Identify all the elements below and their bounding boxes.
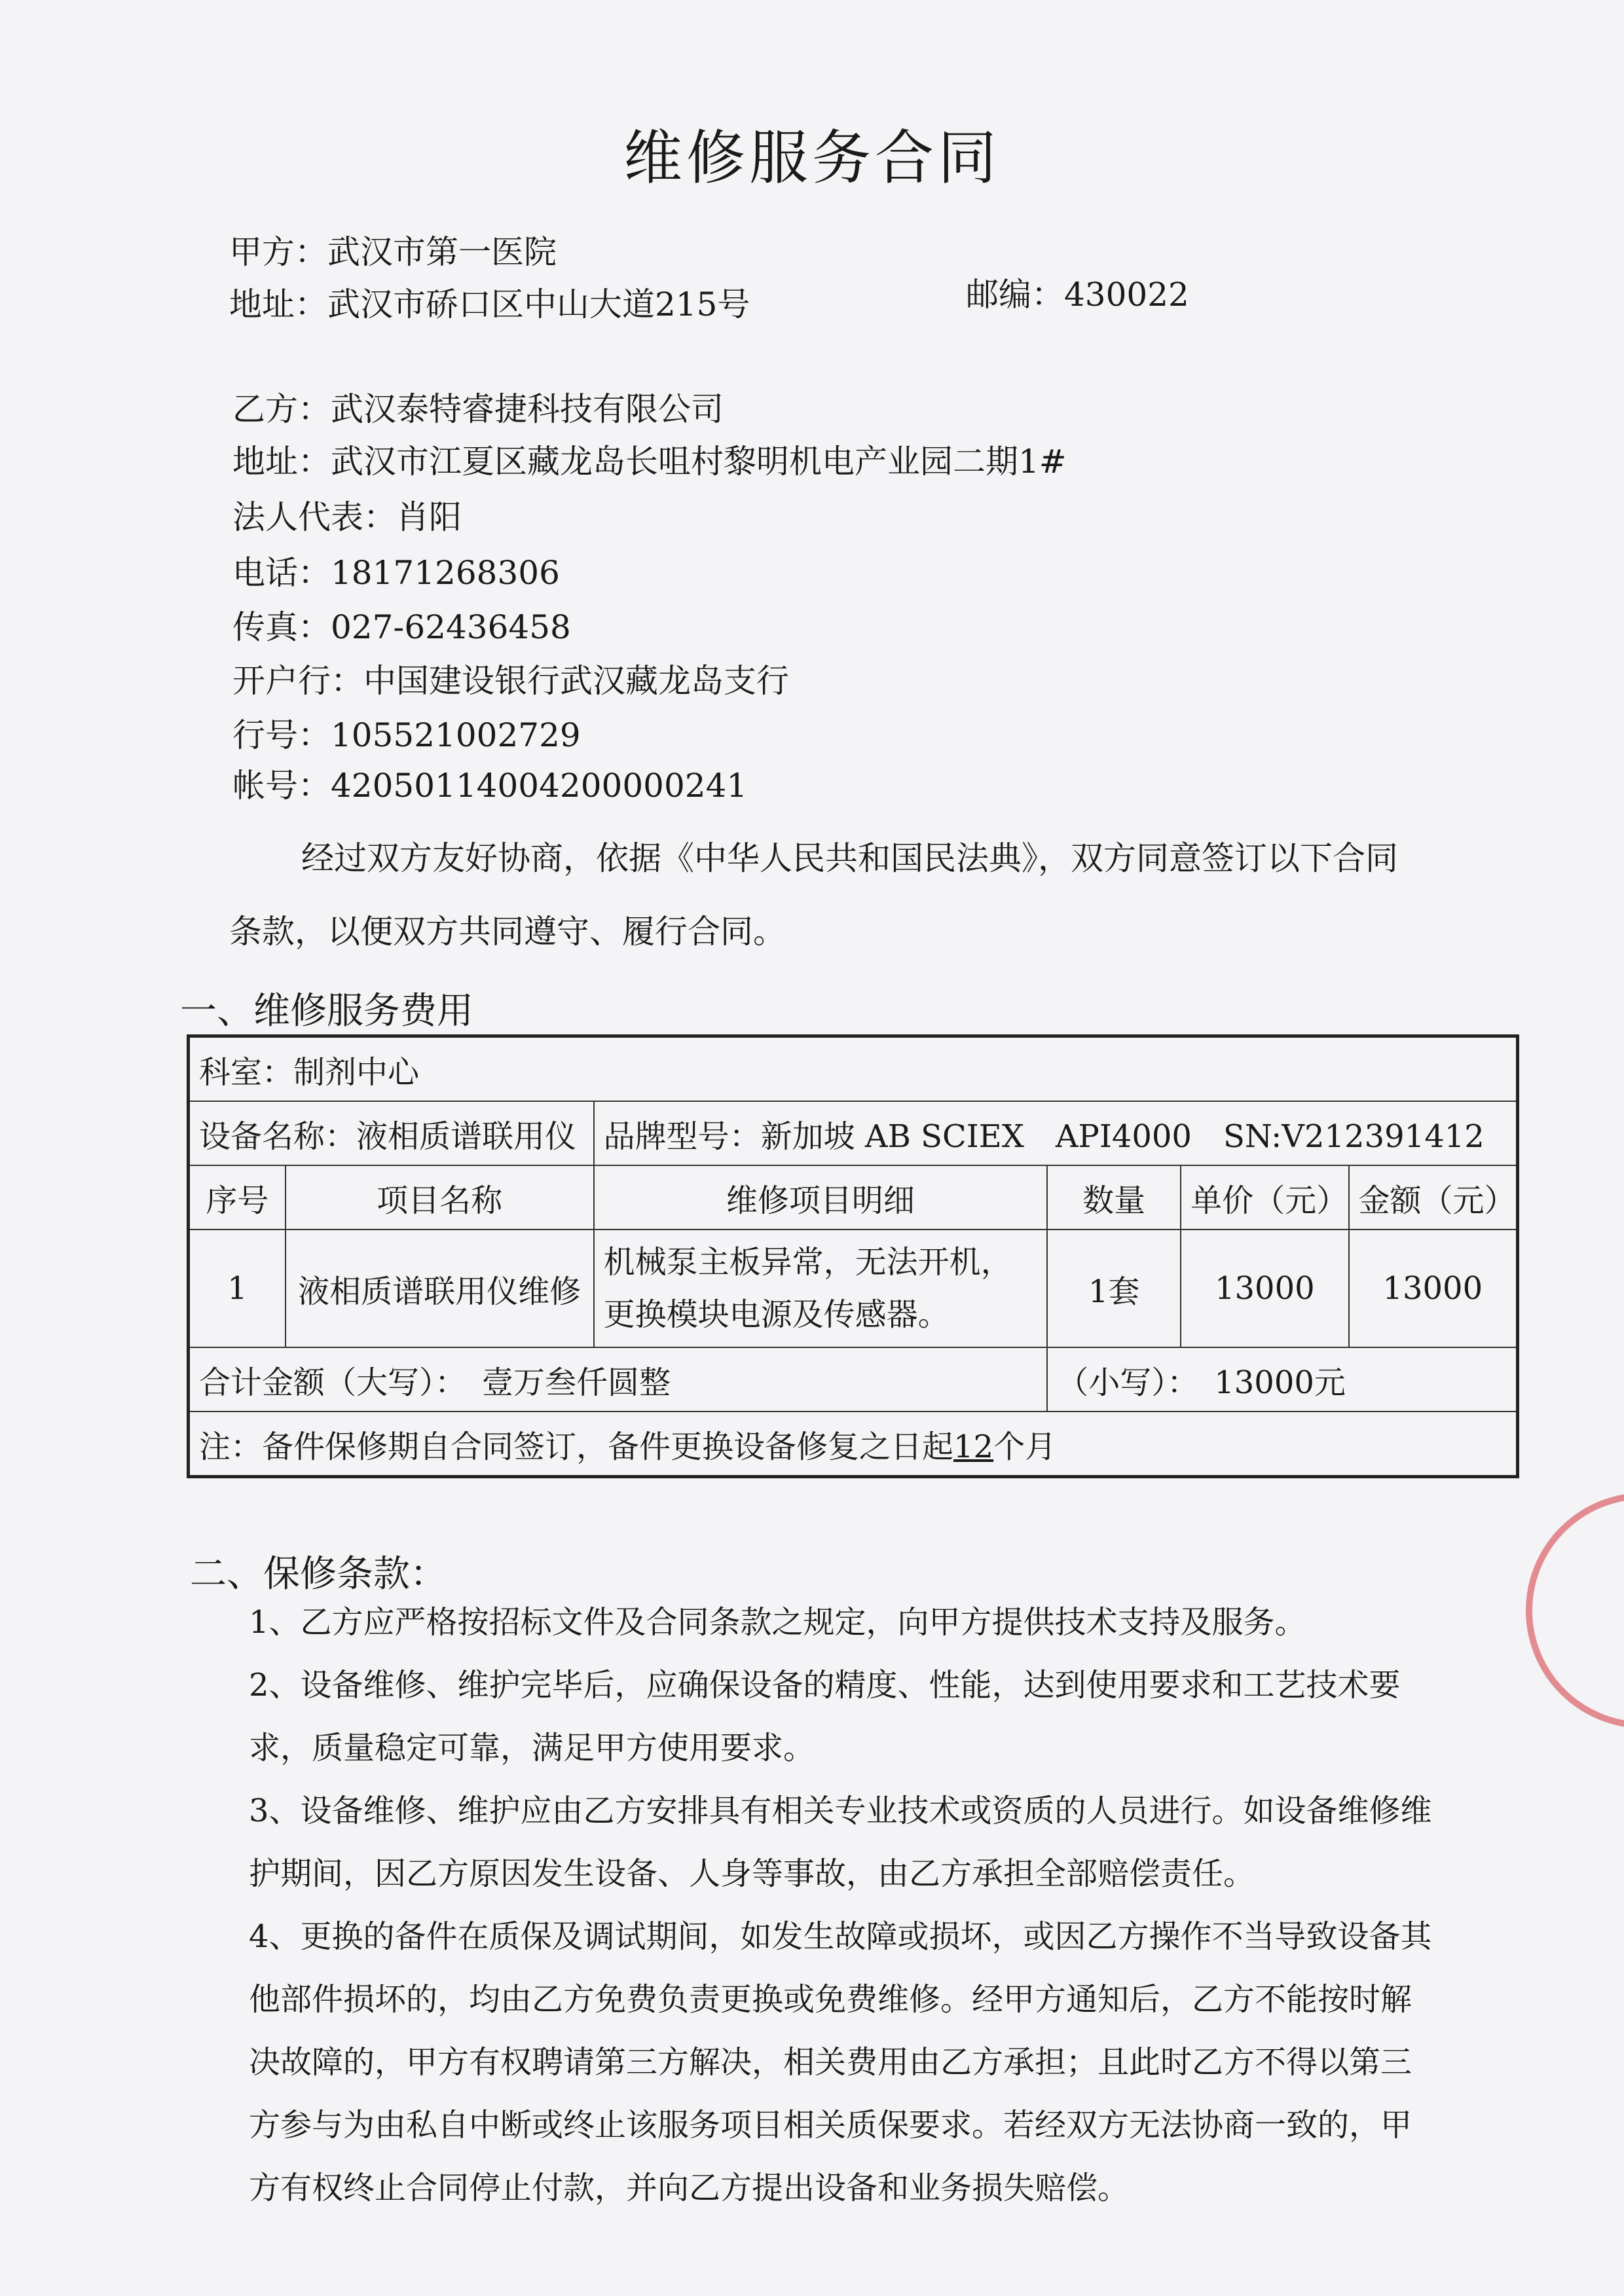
term-3: 3、设备维修、维护应由乙方安排具有相关专业技术或资质的人员进行。如设备维修维护期间，因乙方原因发生设备、人身等事故，由乙方承担全部赔偿责任。: [249, 1793, 1432, 1892]
brand-model-cell: 品牌型号：新加坡 AB SCIEX API4000 SN:V212391412: [594, 1101, 1518, 1165]
section-2-title: 二、保修条款：: [190, 1553, 447, 1595]
party-a-postcode: 邮编：430022: [966, 276, 1189, 314]
header-item: 项目名称: [286, 1165, 594, 1230]
warranty-terms: [249, 1591, 1441, 2219]
header-detail: 维修项目明细: [594, 1165, 1048, 1230]
table-header-row: [189, 1165, 1518, 1230]
row-qty: 1套: [1047, 1230, 1181, 1347]
row-unit-price: 13000: [1181, 1230, 1348, 1347]
party-b-fax: 传真：027-62436458: [232, 608, 571, 646]
table-row-device: [189, 1101, 1518, 1165]
row-item: 液相质谱联用仪维修: [286, 1230, 594, 1347]
red-seal-stamp: [1526, 1493, 1624, 1728]
section-1-title: 一、维修服务费用: [180, 990, 473, 1032]
term-1: 1、乙方应严格按招标文件及合同条款之规定，向甲方提供技术支持及服务。: [249, 1604, 1306, 1641]
total-upper-cell: 合计金额（大写）： 壹万叁仟圆整: [189, 1347, 1048, 1412]
party-b-bank-code: 行号：105521002729: [232, 716, 581, 754]
party-b-address: 地址：武汉市江夏区藏龙岛长咀村黎明机电产业园二期1#: [232, 443, 1067, 481]
intro-paragraph: 经过双方友好协商，依据《中华人民共和国民法典》，双方同意签订以下合同条款，以便双方共同遵守、履行合同。: [229, 839, 1398, 951]
note-months: 12: [953, 1428, 994, 1465]
header-qty: 数量: [1047, 1165, 1181, 1230]
row-detail: 机械泵主板异常，无法开机，更换模块电源及传感器。: [594, 1230, 1048, 1347]
document-title: 维修服务合同: [623, 124, 1001, 192]
note-prefix: 注：备件保修期自合同签订，备件更换设备修复之日起: [199, 1428, 954, 1465]
table-row-total: [189, 1347, 1518, 1412]
table-row-note: [189, 1412, 1518, 1477]
note-suffix: 个月: [993, 1428, 1057, 1465]
term-4: 4、更换的备件在质保及调试期间，如发生故障或损坏，或因乙方操作不当导致设备其他部件损坏的，均由乙方免费负责更换或免费维修。经甲方通知后，乙方不能按时解决故障的，甲方有权聘请第三方解决，相关费用由乙方承担；且此时乙方不得以第三方参与为由私自中断或终止该服务项目相关质保要求。若经双方无法协商一致的，甲方有权终止合同停止付款，并向乙方提出设备和业务损失赔偿。: [249, 1918, 1432, 2206]
row-no: 1: [189, 1230, 286, 1347]
party-a-address: 地址：武汉市硚口区中山大道215号: [229, 285, 750, 323]
party-b-legal-rep: 法人代表：肖阳: [232, 498, 462, 536]
department-cell: 科室：制剂中心: [189, 1036, 1518, 1102]
total-lower-cell: （小写）： 13000元: [1047, 1347, 1517, 1412]
term-2: 2、设备维修、维护完毕后，应确保设备的精度、性能，达到使用要求和工艺技术要求，质量稳定可靠，满足甲方使用要求。: [249, 1667, 1401, 1766]
device-name-cell: 设备名称：液相质谱联用仪: [189, 1101, 594, 1165]
header-unit-price: 单价（元）: [1181, 1165, 1348, 1230]
fee-table: [187, 1034, 1519, 1478]
party-b-name: 乙方：武汉泰特睿捷科技有限公司: [232, 390, 724, 428]
header-amount: 金额（元）: [1349, 1165, 1518, 1230]
party-b-bank: 开户行：中国建设银行武汉藏龙岛支行: [232, 662, 789, 700]
table-row-department: [189, 1036, 1518, 1102]
note-cell: [189, 1412, 1518, 1477]
party-b-account: 帐号：42050114004200000241: [232, 767, 748, 805]
party-a-name: 甲方：武汉市第一医院: [229, 233, 557, 271]
party-b-phone: 电话：18171268306: [232, 554, 560, 592]
header-no: 序号: [189, 1165, 286, 1230]
table-row: [189, 1230, 1518, 1347]
row-amount: 13000: [1349, 1230, 1518, 1347]
